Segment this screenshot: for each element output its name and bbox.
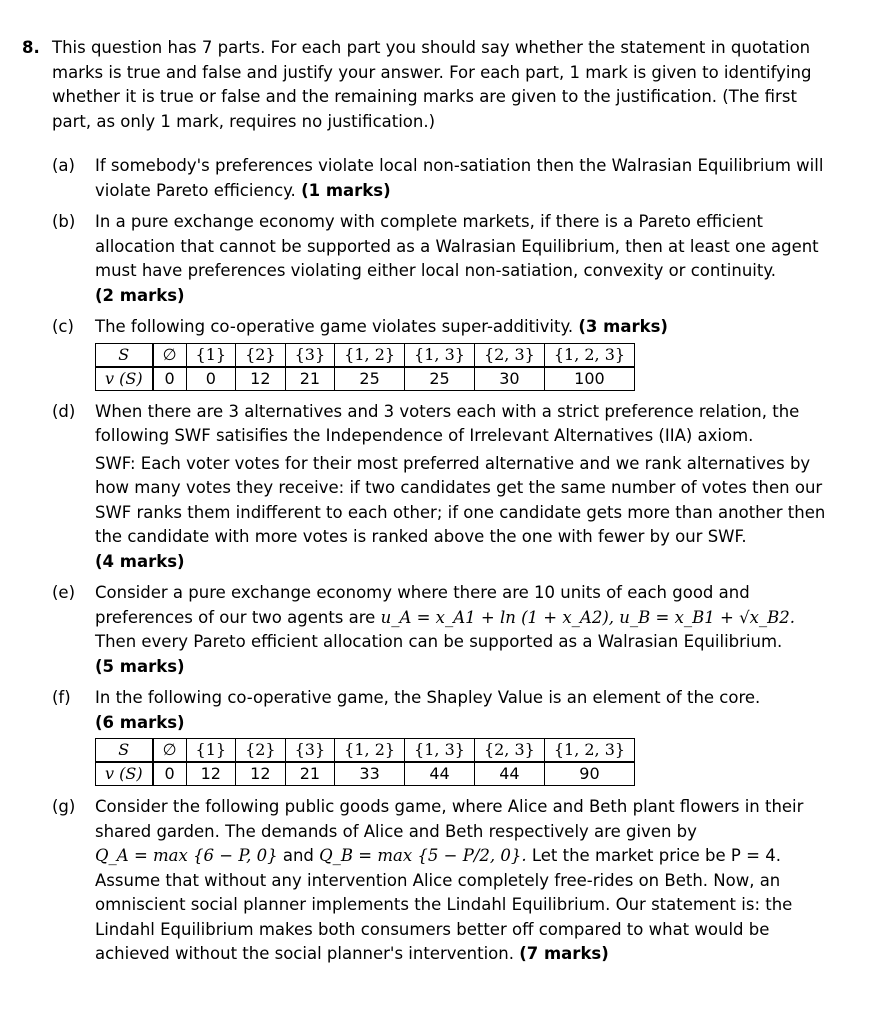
part-marks: (4 marks)	[95, 551, 185, 571]
part-text: Consider the following public goods game, where Alice and Beth plant flowers in their shared garden. The demands of Alice and Beth respectively are given by	[95, 797, 804, 841]
part-label: (e)	[52, 583, 76, 602]
question-intro: This question has 7 parts. For each part you should say whether the statement in quotation marks is true and false and justify your answer. For each part, 1 mark is given to identifying whether it is true or false and the remaining marks are given to the justification. (The first part, as only 1 mark, requires no justification.)	[52, 38, 812, 131]
table-cell: 44	[474, 762, 544, 786]
table-cell: 30	[474, 367, 544, 391]
part-text: When there are 3 alternatives and 3 voters each with a strict preference relation, the following SWF satisifies the Independence of Irrelevant Alternatives (IIA) axiom.	[95, 401, 800, 445]
utility-a-formula: u_A = x_A1 + ln (1 + x_A2),	[380, 607, 615, 627]
table-cell: {2}	[236, 739, 286, 763]
part-text-after: Then every Pareto efficient allocation can be supported as a Walrasian Equilibrium.	[95, 632, 783, 651]
table-cell: 12	[236, 367, 286, 391]
table-cell: {3}	[285, 739, 335, 763]
table-cell: {1, 3}	[405, 343, 475, 367]
table-cell: 100	[544, 367, 634, 391]
table-cell: {1}	[186, 739, 236, 763]
part-text: In a pure exchange economy with complete markets, if there is a Pareto efficient allocation that cannot be supported as a Walrasian Equilibrium, then at least one agent must have preferences violating either local non-satiation, convexity or continuity.	[95, 212, 819, 280]
question-page	[22, 36, 837, 974]
swf-description: SWF: Each voter votes for their most preferred alternative and we rank alternatives by how many votes they receive: if two candidates get the same number of votes then our SWF ranks them indifferent to each other; if one candidate gets more than another then the candidate with more votes is ranked above the one with fewer by our SWF.	[95, 453, 826, 546]
table-cell: 12	[186, 762, 236, 786]
part-label: (g)	[52, 797, 76, 816]
part-marks: (3 marks)	[578, 317, 668, 336]
part-marks: (2 marks)	[95, 285, 185, 305]
table-row-coalitions	[96, 343, 635, 367]
table-header-cell: S	[96, 343, 153, 367]
part-marks: (1 marks)	[301, 180, 391, 200]
part-marks: (7 marks)	[519, 944, 609, 963]
table-cell: {1, 2}	[335, 739, 405, 763]
part-text: Consider a pure exchange economy where there are 10 units of each good and preferences of our two agents are	[95, 583, 750, 627]
part-text: If somebody's preferences violate local non-satiation then the Walrasian Equilibrium will violate Pareto efficiency.	[95, 156, 824, 200]
question-parts	[52, 154, 837, 967]
part-marks: (6 marks)	[95, 712, 185, 732]
part-c	[52, 315, 837, 393]
question-header	[22, 36, 837, 134]
table-cell: 25	[405, 367, 475, 391]
table-row-values	[96, 367, 635, 391]
part-d	[52, 400, 837, 575]
part-g	[52, 795, 837, 967]
part-label: (d)	[52, 401, 76, 421]
part-b	[52, 210, 837, 308]
table-cell: 21	[285, 367, 335, 391]
table-cell: 0	[153, 762, 186, 786]
table-row-coalitions	[96, 739, 635, 763]
table-cell: {1, 2, 3}	[544, 343, 634, 367]
part-label: (f)	[52, 688, 71, 707]
table-cell: 33	[335, 762, 405, 786]
table-row-values	[96, 762, 635, 786]
table-cell: 44	[405, 762, 475, 786]
part-marks: (5 marks)	[95, 656, 185, 676]
part-label: (a)	[52, 156, 75, 175]
part-text: In the following co-operative game, the Shapley Value is an element of the core.	[95, 688, 761, 707]
table-cell: ∅	[153, 739, 186, 763]
game-table-c	[95, 343, 635, 391]
part-text: The following co-operative game violates super-additivity.	[95, 317, 574, 336]
table-cell: {1}	[186, 343, 236, 367]
table-cell: ∅	[153, 343, 186, 367]
part-a	[52, 154, 837, 203]
table-header-cell: S	[96, 739, 153, 763]
price-text: Let the market price be P = 4.	[531, 846, 781, 865]
table-cell: 25	[335, 367, 405, 391]
part-e	[52, 581, 837, 679]
table-cell: {1, 2, 3}	[544, 739, 634, 763]
question-number: 8.	[22, 38, 40, 57]
table-cell: 0	[153, 367, 186, 391]
table-header-cell: v (S)	[96, 762, 153, 786]
table-cell: {1, 2}	[335, 343, 405, 367]
table-cell: {3}	[285, 343, 335, 367]
part-label: (b)	[52, 212, 76, 231]
table-cell: 0	[186, 367, 236, 391]
demand-beth-formula: Q_B = max {5 − P/2, 0}.	[319, 846, 527, 865]
table-cell: 12	[236, 762, 286, 786]
conjunction-text: and	[282, 846, 314, 865]
table-cell: {2}	[236, 343, 286, 367]
part-label: (c)	[52, 317, 74, 336]
table-cell: {2, 3}	[474, 343, 544, 367]
table-cell: 90	[544, 762, 634, 786]
part-text-2: Assume that without any intervention Alice completely free-rides on Beth. Now, an omniscient social planner implements the Lindahl Equilibrium. Our statement is: the Lindahl Equilibrium makes both consumers better off compared to what would be achieved without the social planner's intervention.	[95, 870, 793, 963]
game-table-f	[95, 738, 635, 786]
table-header-cell: v (S)	[96, 367, 153, 391]
table-cell: 21	[285, 762, 335, 786]
table-cell: {2, 3}	[474, 739, 544, 763]
part-f	[52, 686, 837, 788]
table-cell: {1, 3}	[405, 739, 475, 763]
demand-alice-formula: Q_A = max {6 − P, 0}	[95, 846, 278, 865]
utility-b-formula: u_B = x_B1 + √x_B2.	[619, 607, 796, 627]
